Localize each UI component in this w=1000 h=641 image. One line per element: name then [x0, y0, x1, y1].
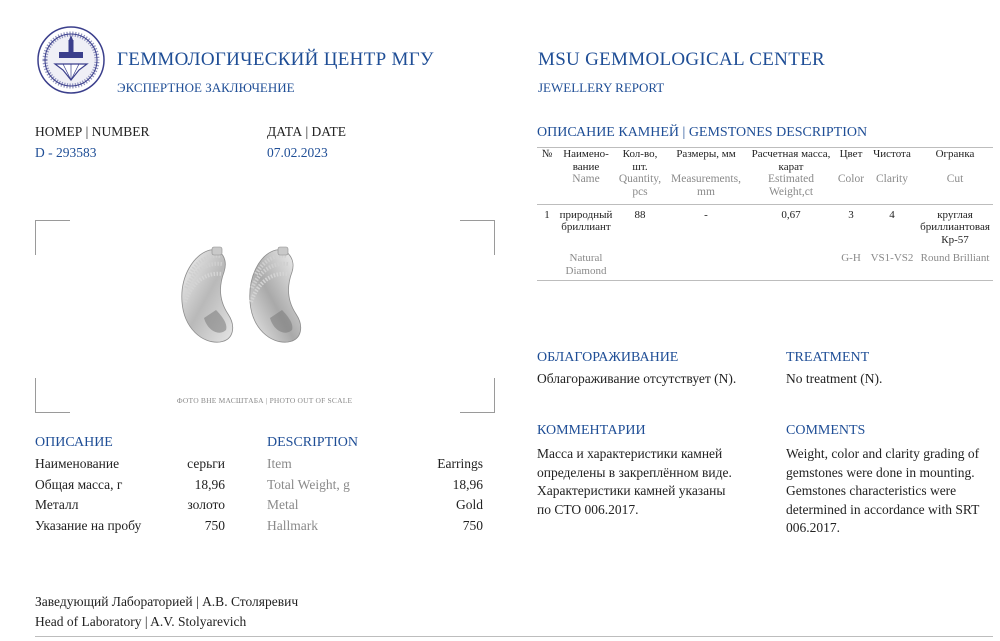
cell-en: VS1-VS2	[870, 252, 914, 264]
col-header: Кол-во, шт.	[622, 148, 658, 173]
date-value: 07.02.2023	[267, 145, 328, 160]
header-subtitle-ru: ЭКСПЕРТНОЕ ЗАКЛЮЧЕНИЕ	[117, 80, 295, 95]
col-header-en	[537, 173, 557, 198]
description-en-heading: DESCRIPTION	[267, 435, 359, 450]
comments-heading-en: COMMENTS	[786, 423, 866, 438]
comments-text-ru	[537, 445, 732, 519]
col-header-en: Clarity	[876, 173, 908, 185]
cell: природный бриллиант	[559, 208, 613, 233]
cell: 88	[634, 208, 646, 221]
header-subtitle-en: JEWELLERY REPORT	[538, 80, 665, 95]
desc-en-key: Total Weight, g	[267, 477, 350, 492]
desc-en-value: Gold	[456, 497, 483, 512]
header-title-ru: ГЕММОЛОГИЧЕСКИЙ ЦЕНТР МГУ	[117, 49, 434, 70]
cell: -	[704, 208, 708, 221]
cell: 4	[889, 208, 895, 221]
desc-ru-value: серьги	[187, 456, 225, 471]
cell: круглая бриллиантовая Кр-57	[920, 208, 990, 246]
cell-en	[615, 252, 665, 277]
desc-ru-value: 18,96	[194, 477, 225, 492]
desc-en-key: Hallmark	[267, 518, 318, 533]
cell-en	[537, 252, 557, 277]
comments-line-ru: определены в закреплённом виде.	[537, 464, 732, 480]
col-header: №	[541, 148, 553, 160]
cell: 0,67	[781, 208, 801, 221]
frame-corner-tl	[35, 220, 70, 255]
comments-line-ru: Масса и характеристики камней	[537, 446, 723, 461]
gemstones-header-row-en	[537, 173, 993, 198]
col-header-en: Cut	[946, 173, 964, 185]
photo-caption: ФОТО ВНЕ МАСШТАБА | PHOTO OUT OF SCALE	[176, 396, 353, 405]
earring-left	[182, 247, 233, 342]
comments-line-en: Weight, color and clarity grading of	[786, 446, 980, 461]
desc-en-key: Item	[267, 456, 292, 471]
date-label: ДАТА | DATE	[267, 124, 347, 139]
header-title-en: MSU GEMMOLOGICAL CENTER	[538, 49, 825, 70]
col-header-en: Name	[572, 173, 600, 185]
col-header: Наимено-вание	[563, 148, 609, 173]
earring-right	[250, 247, 301, 342]
cell: 3	[848, 208, 854, 221]
comments-line-ru: Характеристики камней указаны	[537, 483, 726, 498]
col-header-en: Color	[837, 173, 865, 185]
number-value: D - 293583	[35, 145, 97, 160]
signature-en: Head of Laboratory | A.V. Stolyarevich	[35, 614, 247, 629]
desc-ru-key: Общая масса, г	[35, 477, 123, 492]
cell: 1	[544, 208, 550, 221]
comments-line-ru: по СТО 006.2017.	[537, 501, 639, 517]
frame-corner-tr	[460, 220, 495, 255]
gemstones-data-row-en	[537, 252, 993, 277]
earrings-photo	[172, 244, 308, 352]
desc-ru-value: 750	[204, 518, 225, 533]
treatment-text-ru: Облагораживание отсутствует (N).	[537, 371, 737, 386]
comments-line-en: Gemstones characteristics were	[786, 483, 957, 498]
comments-heading-ru: КОММЕНТАРИИ	[537, 423, 646, 438]
description-ru-heading: ОПИСАНИЕ	[35, 435, 113, 450]
col-header-en: Quantity, pcs	[618, 173, 662, 198]
comments-line-en: determined in accordance with SRT	[786, 501, 980, 517]
desc-ru-key: Наименование	[35, 456, 120, 471]
col-header: Размеры, мм	[676, 148, 736, 160]
msu-logo	[37, 26, 105, 94]
desc-ru-key: Металл	[35, 497, 79, 512]
treatment-heading-en: TREATMENT	[786, 350, 870, 365]
col-header: Огранка	[935, 148, 975, 160]
gemstones-table	[537, 147, 993, 281]
desc-en-value: 750	[462, 518, 483, 533]
desc-ru-key: Указание на пробу	[35, 518, 142, 533]
signature-ru: Заведующий Лабораторией | А.В. Столяревич	[35, 594, 299, 609]
cell-en: G-H	[841, 252, 861, 264]
cell-en	[747, 252, 835, 277]
treatment-text-en: No treatment (N).	[786, 371, 883, 386]
cell-en	[665, 252, 747, 277]
col-header: Расчетная масса, карат	[751, 148, 831, 173]
desc-en-key: Metal	[267, 497, 299, 512]
col-header-en: Estimated Weight,ct	[768, 173, 814, 198]
treatment-heading-ru: ОБЛАГОРАЖИВАНИЕ	[537, 350, 679, 365]
comments-line-en: gemstones were done in mounting.	[786, 464, 975, 480]
gemstones-heading: ОПИСАНИЕ КАМНЕЙ | GEMSTONES DESCRIPTION	[537, 125, 868, 140]
gemstones-data-row	[537, 209, 993, 247]
col-header: Чистота	[873, 148, 911, 160]
gemstones-header-row	[537, 148, 993, 173]
bottom-divider	[35, 636, 993, 637]
comments-line-en: 006.2017.	[786, 520, 840, 535]
number-label: НОМЕР | NUMBER	[35, 124, 150, 139]
desc-ru-value: золото	[187, 497, 225, 512]
desc-en-value: 18,96	[452, 477, 483, 492]
cell-en: Natural Diamond	[565, 252, 607, 277]
cell-en: Round Brilliant	[920, 252, 990, 264]
comments-text-en	[786, 445, 979, 538]
desc-en-value: Earrings	[437, 456, 483, 471]
col-header-en: Measurements, mm	[671, 173, 741, 198]
col-header: Цвет	[839, 148, 863, 160]
